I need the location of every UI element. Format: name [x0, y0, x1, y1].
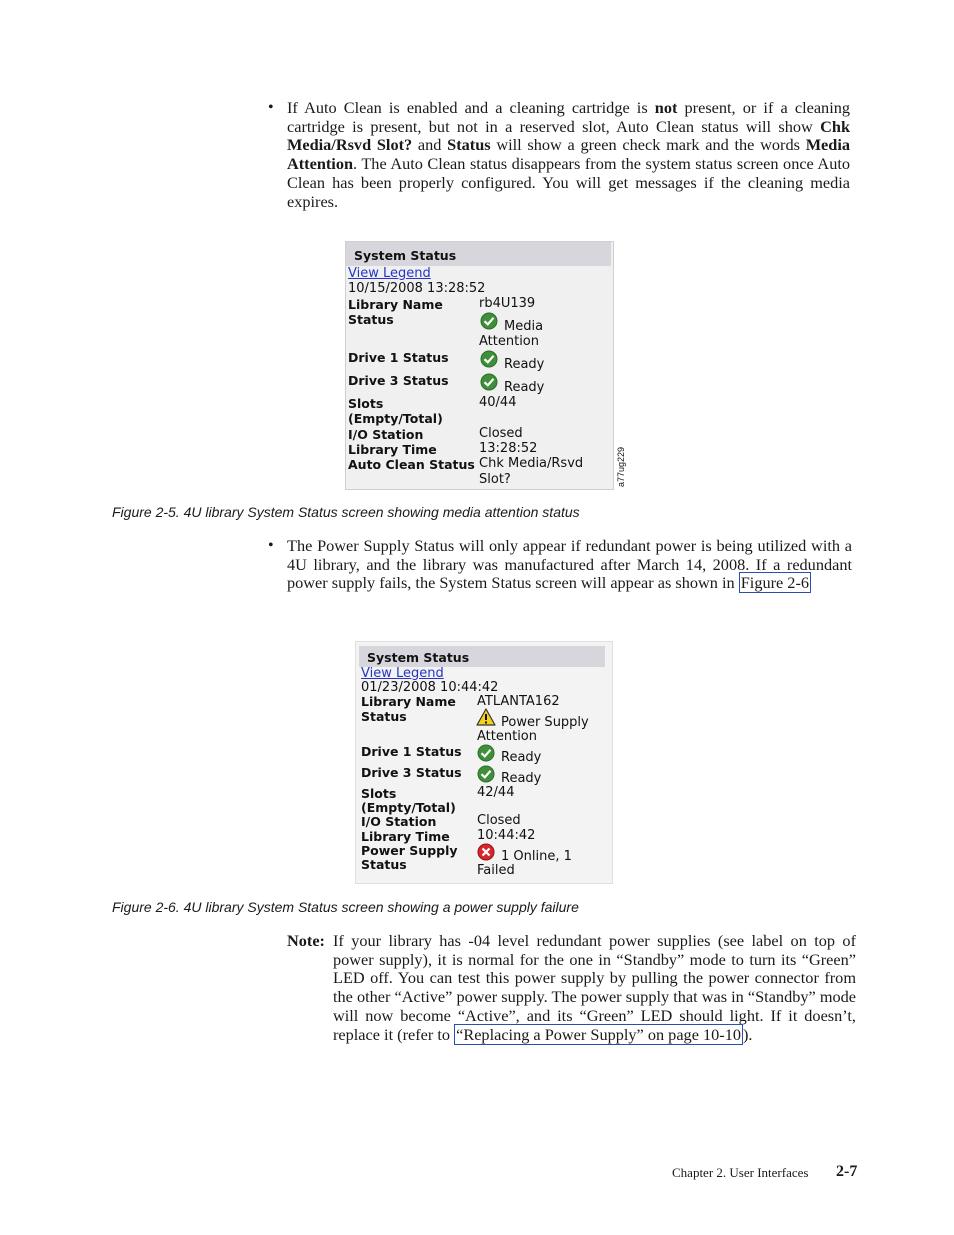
system-status-panel-power-supply: [355, 641, 613, 884]
text-run: and: [412, 135, 448, 155]
power-supply-status-value: 1 Online, 1: [501, 849, 572, 864]
status-value-line2: Attention: [479, 334, 539, 349]
datetime: 10/15/2008 13:28:52: [348, 281, 486, 296]
error-icon: [477, 843, 495, 861]
text-run: The Power Supply Status will only appear if redundant power is being utilized with a 4U library, and the library was manufactured after March 14, 2008. If a redundant power supply fails, the System Status screen will appear as shown in: [287, 536, 852, 593]
power-supply-status-label-line2: Status: [361, 857, 407, 872]
view-legend-link[interactable]: View Legend: [361, 666, 444, 681]
figure-caption: Figure 2-5. 4U library System Status screen showing media attention status: [112, 504, 580, 520]
text-run: will show a green check mark and the words: [490, 135, 806, 155]
drive-1-status-label: Drive 1 Status: [348, 350, 449, 365]
datetime: 01/23/2008 10:44:42: [361, 680, 499, 695]
slots-value: 40/44: [479, 395, 517, 410]
io-station-label: I/O Station: [361, 814, 437, 829]
bold-run: Status: [447, 135, 491, 155]
library-name-label: Library Name: [361, 694, 456, 709]
auto-clean-status-label: Auto Clean Status: [348, 457, 475, 472]
library-time-value: 10:44:42: [477, 828, 536, 843]
page-number: 2-7: [836, 1163, 858, 1180]
text-run: ).: [742, 1024, 753, 1044]
view-legend-link[interactable]: View Legend: [348, 266, 431, 281]
status-value: Power Supply: [501, 715, 589, 730]
slots-value: 42/44: [477, 785, 515, 800]
slots-label-line2: (Empty/Total): [348, 411, 443, 426]
note-paragraph: [333, 932, 856, 1044]
bold-run: Chk Media/Rsvd Slot?: [287, 116, 850, 155]
text-run: present, or if a cleaning cartridge is present, but not in a reserved slot, Auto Clean status will show: [287, 98, 851, 136]
drive-1-status-value: Ready: [504, 357, 545, 372]
power-supply-status-value-line2: Failed: [477, 863, 515, 878]
text-run: If Auto Clean is enabled and a cleaning cartridge is: [287, 98, 655, 117]
drive-3-status-label: Drive 3 Status: [361, 765, 462, 780]
drive-3-status-value: Ready: [501, 771, 542, 786]
auto-clean-status-value: Chk Media/Rsvd: [479, 456, 584, 471]
power-supply-status-label: Power Supply: [361, 843, 458, 858]
figure-id: a77ug229: [616, 446, 626, 487]
auto-clean-paragraph: [287, 99, 850, 211]
check-icon: [480, 350, 498, 368]
auto-clean-status-value-line2: Slot?: [479, 472, 511, 487]
system-status-panel-media-attention: [345, 241, 626, 490]
check-icon: [477, 765, 495, 783]
io-station-label: I/O Station: [348, 427, 424, 442]
bullet-point: •: [268, 537, 274, 554]
slots-label: Slots: [348, 396, 384, 411]
slots-label: Slots: [361, 786, 397, 801]
drive-1-status-label: Drive 1 Status: [361, 744, 462, 759]
figure-2-6-link[interactable]: Figure 2-6: [740, 573, 810, 593]
io-station-value: Closed: [477, 813, 521, 828]
warning-icon: [476, 708, 496, 726]
status-value-line2: Attention: [477, 729, 537, 744]
bold-run: not: [654, 98, 678, 117]
check-icon: [480, 312, 498, 330]
power-supply-paragraph: [287, 537, 852, 593]
check-icon: [477, 744, 495, 762]
drive-3-status-label: Drive 3 Status: [348, 373, 449, 388]
status-label: Status: [361, 709, 407, 724]
status-label: Status: [348, 312, 394, 327]
note-label: Note:: [287, 931, 325, 950]
text-run: . The Auto Clean status disappears from the system status screen once Auto Clean has been properly configured. You will get messages if the cleaning media expires.: [287, 154, 850, 211]
status-value: Media: [504, 319, 544, 334]
library-time-label: Library Time: [348, 442, 437, 457]
io-station-value: Closed: [479, 426, 523, 441]
figure-caption: Figure 2-6. 4U library System Status screen showing a power supply failure: [112, 899, 579, 915]
library-time-value: 13:28:52: [479, 441, 538, 456]
replacing-power-supply-link[interactable]: “Replacing a Power Supply” on page 10-10: [456, 1024, 741, 1044]
check-icon: [480, 373, 498, 391]
bold-run: Media Attention: [287, 135, 850, 174]
library-time-label: Library Time: [361, 829, 450, 844]
slots-label-line2: (Empty/Total): [361, 800, 456, 815]
drive-1-status-value: Ready: [501, 750, 542, 765]
library-name-label: Library Name: [348, 297, 443, 312]
bullet-point: •: [268, 99, 274, 116]
panel-header: System Status: [346, 242, 611, 266]
footer-chapter: Chapter 2. User Interfaces: [672, 1165, 809, 1180]
panel-header: System Status: [359, 646, 605, 667]
library-name-value: ATLANTA162: [477, 694, 560, 709]
library-name-value: rb4U139: [479, 296, 536, 311]
drive-3-status-value: Ready: [504, 380, 545, 395]
text-run: If your library has -04 level redundant power supplies (see label on top of power supply), it is normal for the one in “Standby” mode to turn its “Green” LED off. You can test this power supply by pulling the power connector from the other “Active” power supply. The power supply that was in “Standby” mode will now become “Active”, and its “Green” LED should light. If it doesn’t, replace it (refer to: [333, 931, 856, 1044]
